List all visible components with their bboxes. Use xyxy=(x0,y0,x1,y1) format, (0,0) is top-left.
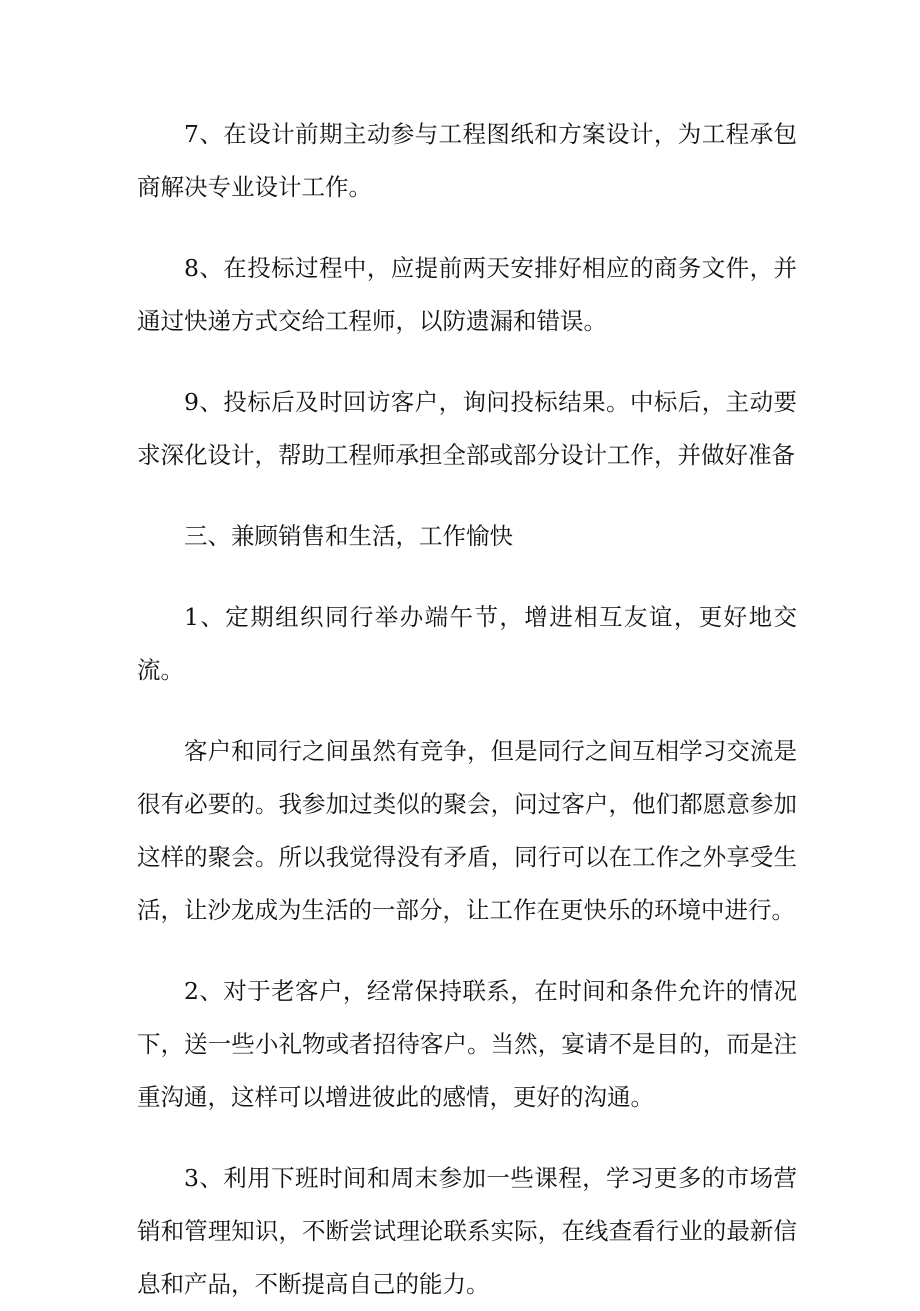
paragraph-item-9: 9、投标后及时回访客户，询问投标结果。中标后，主动要求深化设计，帮助工程师承担全部或部分设计工作，并做好准备 xyxy=(137,388,797,469)
document-body xyxy=(137,108,797,1311)
paragraph-clients-peers: 客户和同行之间虽然有竞争，但是同行之间互相学习交流是很有必要的。我参加过类似的聚会，问过客户，他们都愿意参加这样的聚会。所以我觉得没有矛盾，同行可以在工作之外享受生活，让沙龙成为生活的一部分，让工作在更快乐的环境中进行。 xyxy=(137,737,797,924)
paragraph-item-1: 1、定期组织同行举办端午节，增进相互友谊，更好地交流。 xyxy=(137,603,797,684)
paragraph-item-7: 7、在设计前期主动参与工程图纸和方案设计，为工程承包商解决专业设计工作。 xyxy=(137,120,797,201)
paragraph-item-3: 3、利用下班时间和周末参加一些课程，学习更多的市场营销和管理知识，不断尝试理论联系实际，在线查看行业的最新信息和产品，不断提高自己的能力。 xyxy=(137,1164,797,1298)
section-heading-3: 三、兼顾销售和生活，工作愉快 xyxy=(184,522,513,550)
paragraph-item-8: 8、在投标过程中，应提前两天安排好相应的商务文件，并通过快递方式交给工程师，以防遗漏和错误。 xyxy=(137,254,797,335)
paragraph-item-2: 2、对于老客户，经常保持联系，在时间和条件允许的情况下，送一些小礼物或者招待客户。当然，宴请不是目的，而是注重沟通，这样可以增进彼此的感情，更好的沟通。 xyxy=(137,977,797,1111)
